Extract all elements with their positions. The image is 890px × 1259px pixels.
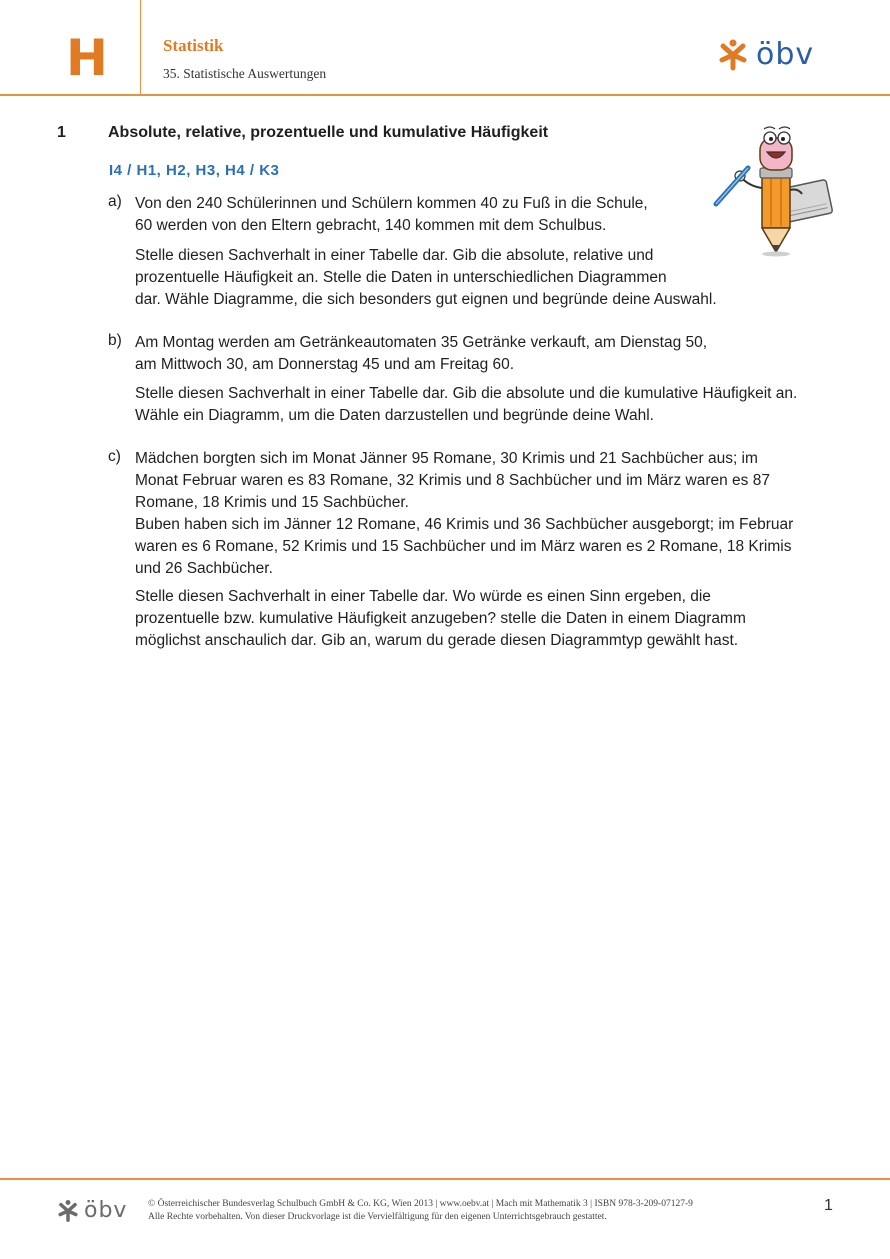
competency-codes: I4 / H1, H2, H3, H4 / K3 [109, 162, 280, 179]
subject-title: Statistik [163, 36, 224, 55]
text-line: prozentuelle bzw. kumulative Häufigkeit anzugeben? stelle die Daten in einem Diagramm [135, 610, 746, 627]
part-c-paragraph-1 [135, 448, 793, 580]
text-line: Mädchen borgten sich im Monat Jänner 95 Romane, 30 Krimis und 21 Sachbücher aus; im [135, 450, 758, 467]
chapter-title: 35. Statistische Auswertungen [163, 66, 327, 81]
footer-logo-text: öbv [84, 1198, 128, 1223]
text-line: Romane, 18 Krimis und 15 Sachbücher. [135, 494, 409, 511]
text-line: am Mittwoch 30, am Donnerstag 45 und am Freitag 60. [135, 356, 515, 373]
part-label-b: b) [108, 332, 122, 349]
text-line: Am Montag werden am Getränkeautomaten 35 Getränke verkauft, am Dienstag 50, [135, 334, 708, 351]
task-number: 1 [57, 124, 66, 141]
text-line: möglichst anschaulich dar. Gib an, warum du gerade diesen Diagrammtyp gewählt hast. [135, 632, 739, 649]
text-line: und 26 Sachbücher. [135, 560, 273, 577]
text-line: Stelle diesen Sachverhalt in einer Tabelle dar. Gib die absolute, relative und [135, 247, 654, 264]
star-figure-icon [716, 38, 750, 72]
chapter-letter: H [66, 29, 108, 87]
footer-divider [0, 1178, 890, 1180]
page-number: 1 [824, 1197, 833, 1214]
text-line: 60 werden von den Eltern gebracht, 140 kommen mit dem Schulbus. [135, 217, 607, 234]
pencil-mascot-icon [708, 124, 834, 258]
part-a-paragraph-2 [135, 245, 717, 311]
part-b-paragraph-2 [135, 383, 797, 427]
publisher-logo-text: öbv [756, 37, 815, 72]
part-label-c: c) [108, 448, 121, 465]
copyright-line: © Österreichischer Bundesverlag Schulbuch GmbH & Co. KG, Wien 2013 | www.oebv.at | Mach mit Mathematik 3 | ISBN 978-3-209-07127-9 [148, 1199, 693, 1209]
text-line: Von den 240 Schülerinnen und Schülern kommen 40 zu Fuß in die Schule, [135, 195, 648, 212]
part-b-paragraph-1 [135, 332, 707, 376]
text-line: waren es 6 Romane, 52 Krimis und 15 Sachbücher und im März waren es 2 Romane, 18 Krimis [135, 538, 792, 555]
part-label-a: a) [108, 193, 122, 210]
text-line: dar. Wähle Diagramme, die sich besonders gut eignen und begründe deine Auswahl. [135, 291, 717, 308]
star-figure-icon [56, 1199, 80, 1223]
text-line: Wähle ein Diagramm, um die Daten darzustellen und begründe deine Wahl. [135, 407, 654, 424]
footer-publisher-logo [56, 1199, 127, 1223]
footer-copyright [148, 1198, 693, 1224]
part-a-paragraph-1 [135, 193, 648, 237]
text-line: Stelle diesen Sachverhalt in einer Tabelle dar. Wo würde es einen Sinn ergeben, die [135, 588, 711, 605]
text-line: prozentuelle Häufigkeit an. Stelle die Daten in unterschiedlichen Diagrammen [135, 269, 667, 286]
header-divider-vertical [140, 0, 141, 94]
task-title: Absolute, relative, prozentuelle und kumulative Häufigkeit [108, 124, 549, 141]
header-divider-horizontal [0, 94, 890, 96]
publisher-logo [716, 38, 814, 72]
text-line: Buben haben sich im Jänner 12 Romane, 46 Krimis und 36 Sachbücher ausgeborgt; im Februar [135, 516, 794, 533]
text-line: Stelle diesen Sachverhalt in einer Tabelle dar. Gib die absolute und die kumulative Häufigkeit an. [135, 385, 798, 402]
text-line: Monat Februar waren es 83 Romane, 32 Krimis und 8 Sachbücher und im März waren es 87 [135, 472, 770, 489]
part-c-paragraph-2 [135, 586, 746, 652]
rights-line: Alle Rechte vorbehalten. Von dieser Druckvorlage ist die Vervielfältigung für den eigenen Unterrichtsgebrauch gestattet. [148, 1212, 607, 1222]
